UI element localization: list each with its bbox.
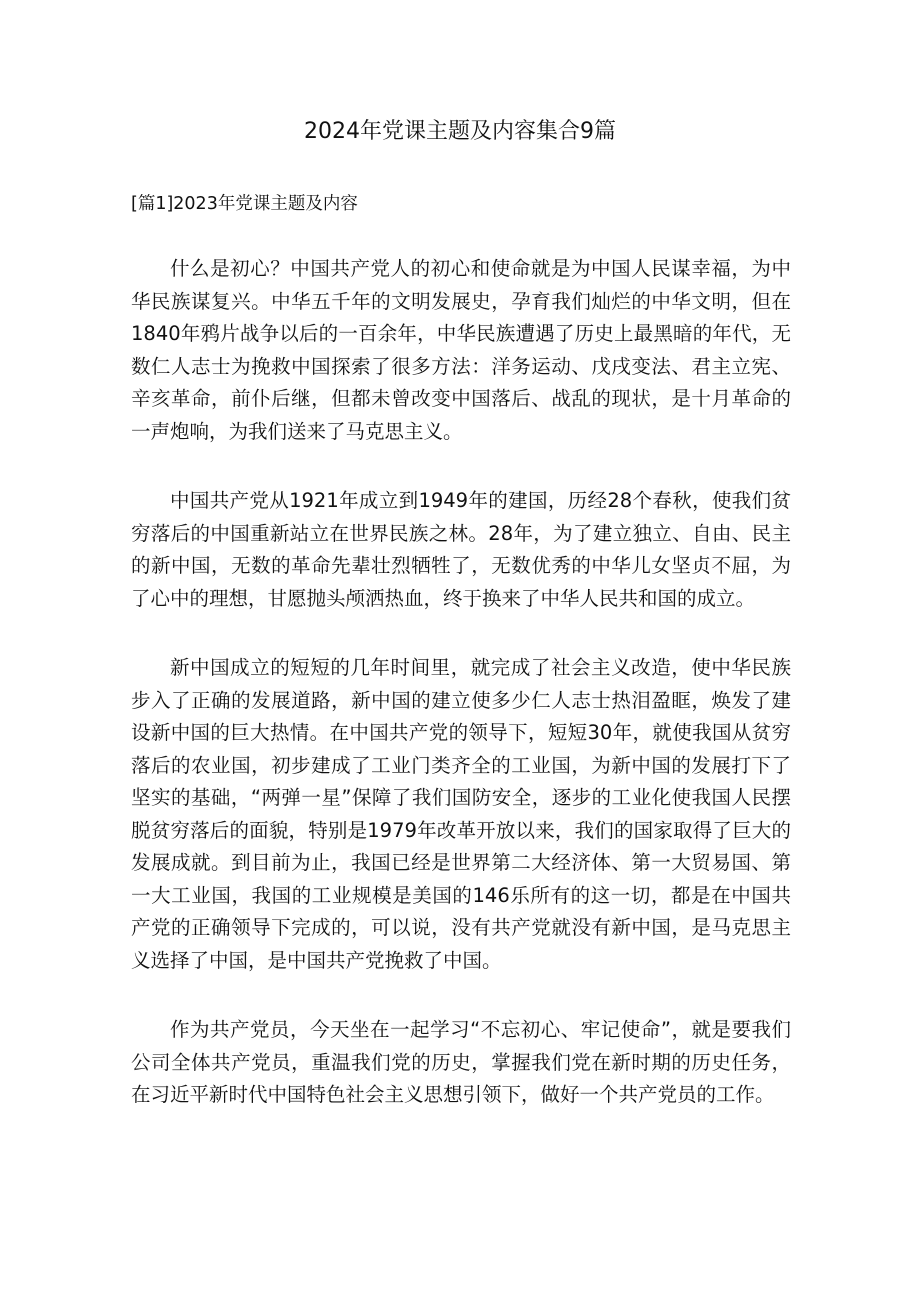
paragraph-3: 新中国成立的短短的几年时间里，就完成了社会主义改造，使中华民族步入了正确的发展道路，新中国的建立使多少仁人志士热泪盈眶，焕发了建设新中国的巨大热情。在中国共产党的领导下，短短30年，就使我国从贫穷落后的农业国，初步建成了工业门类齐全的工业国，为新中国的发展打下了坚实的基础，“两弹一星”保障了我们国防安全，逐步的工业化使我国人民摆脱贫穷落后的面貌，特别是1979年改革开放以来，我们的国家取得了巨大的发展成就。到目前为止，我国已经是世界第二大经济体、第一大贸易国、第一大工业国，我国的工业规模是美国的146乐所有的这一切，都是在中国共产党的正确领导下完成的，可以说，没有共产党就没有新中国，是马克思主义选择了中国，是中国共产党挽救了中国。 — [131, 656, 791, 972]
paragraph-2: 中国共产党从1921年成立到1949年的建国，历经28个春秋，使我们贫穷落后的中国重新站立在世界民族之林。28年，为了建立独立、自由、民主的新中国，无数的革命先辈壮烈牺牲了，无数优秀的中华儿女坚贞不屈，为了心中的理想，甘愿抛头颅洒热血，终于换来了中华人民共和国的成立。 — [131, 489, 791, 610]
paragraph-1: 什么是初心？中国共产党人的初心和使命就是为中国人民谋幸福，为中华民族谋复兴。中华五千年的文明发展史，孕育我们灿烂的中华文明，但在1840年鸦片战争以后的一百余年，中华民族遭遇了历史上最黑暗的年代，无数仁人志士为挽救中国探索了很多方法：洋务运动、戊戌变法、君主立宪、辛亥革命，前仆后继，但都未曾改变中国落后、战乱的现状，是十月革命的一声炮响，为我们送来了马克思主义。 — [131, 257, 791, 443]
paragraph-4: 作为共产党员，今天坐在一起学习“不忘初心、牢记使命”，就是要我们公司全体共产党员，重温我们党的历史，掌握我们党在新时期的历史任务，在习近平新时代中国特色社会主义思想引领下，做好一个共产党员的工作。 — [131, 1018, 791, 1106]
document-body — [131, 253, 791, 1149]
document-title: 2024年党课主题及内容集合9篇 — [304, 119, 616, 144]
section-header: [篇1]2023年党课主题及内容 — [131, 194, 358, 214]
